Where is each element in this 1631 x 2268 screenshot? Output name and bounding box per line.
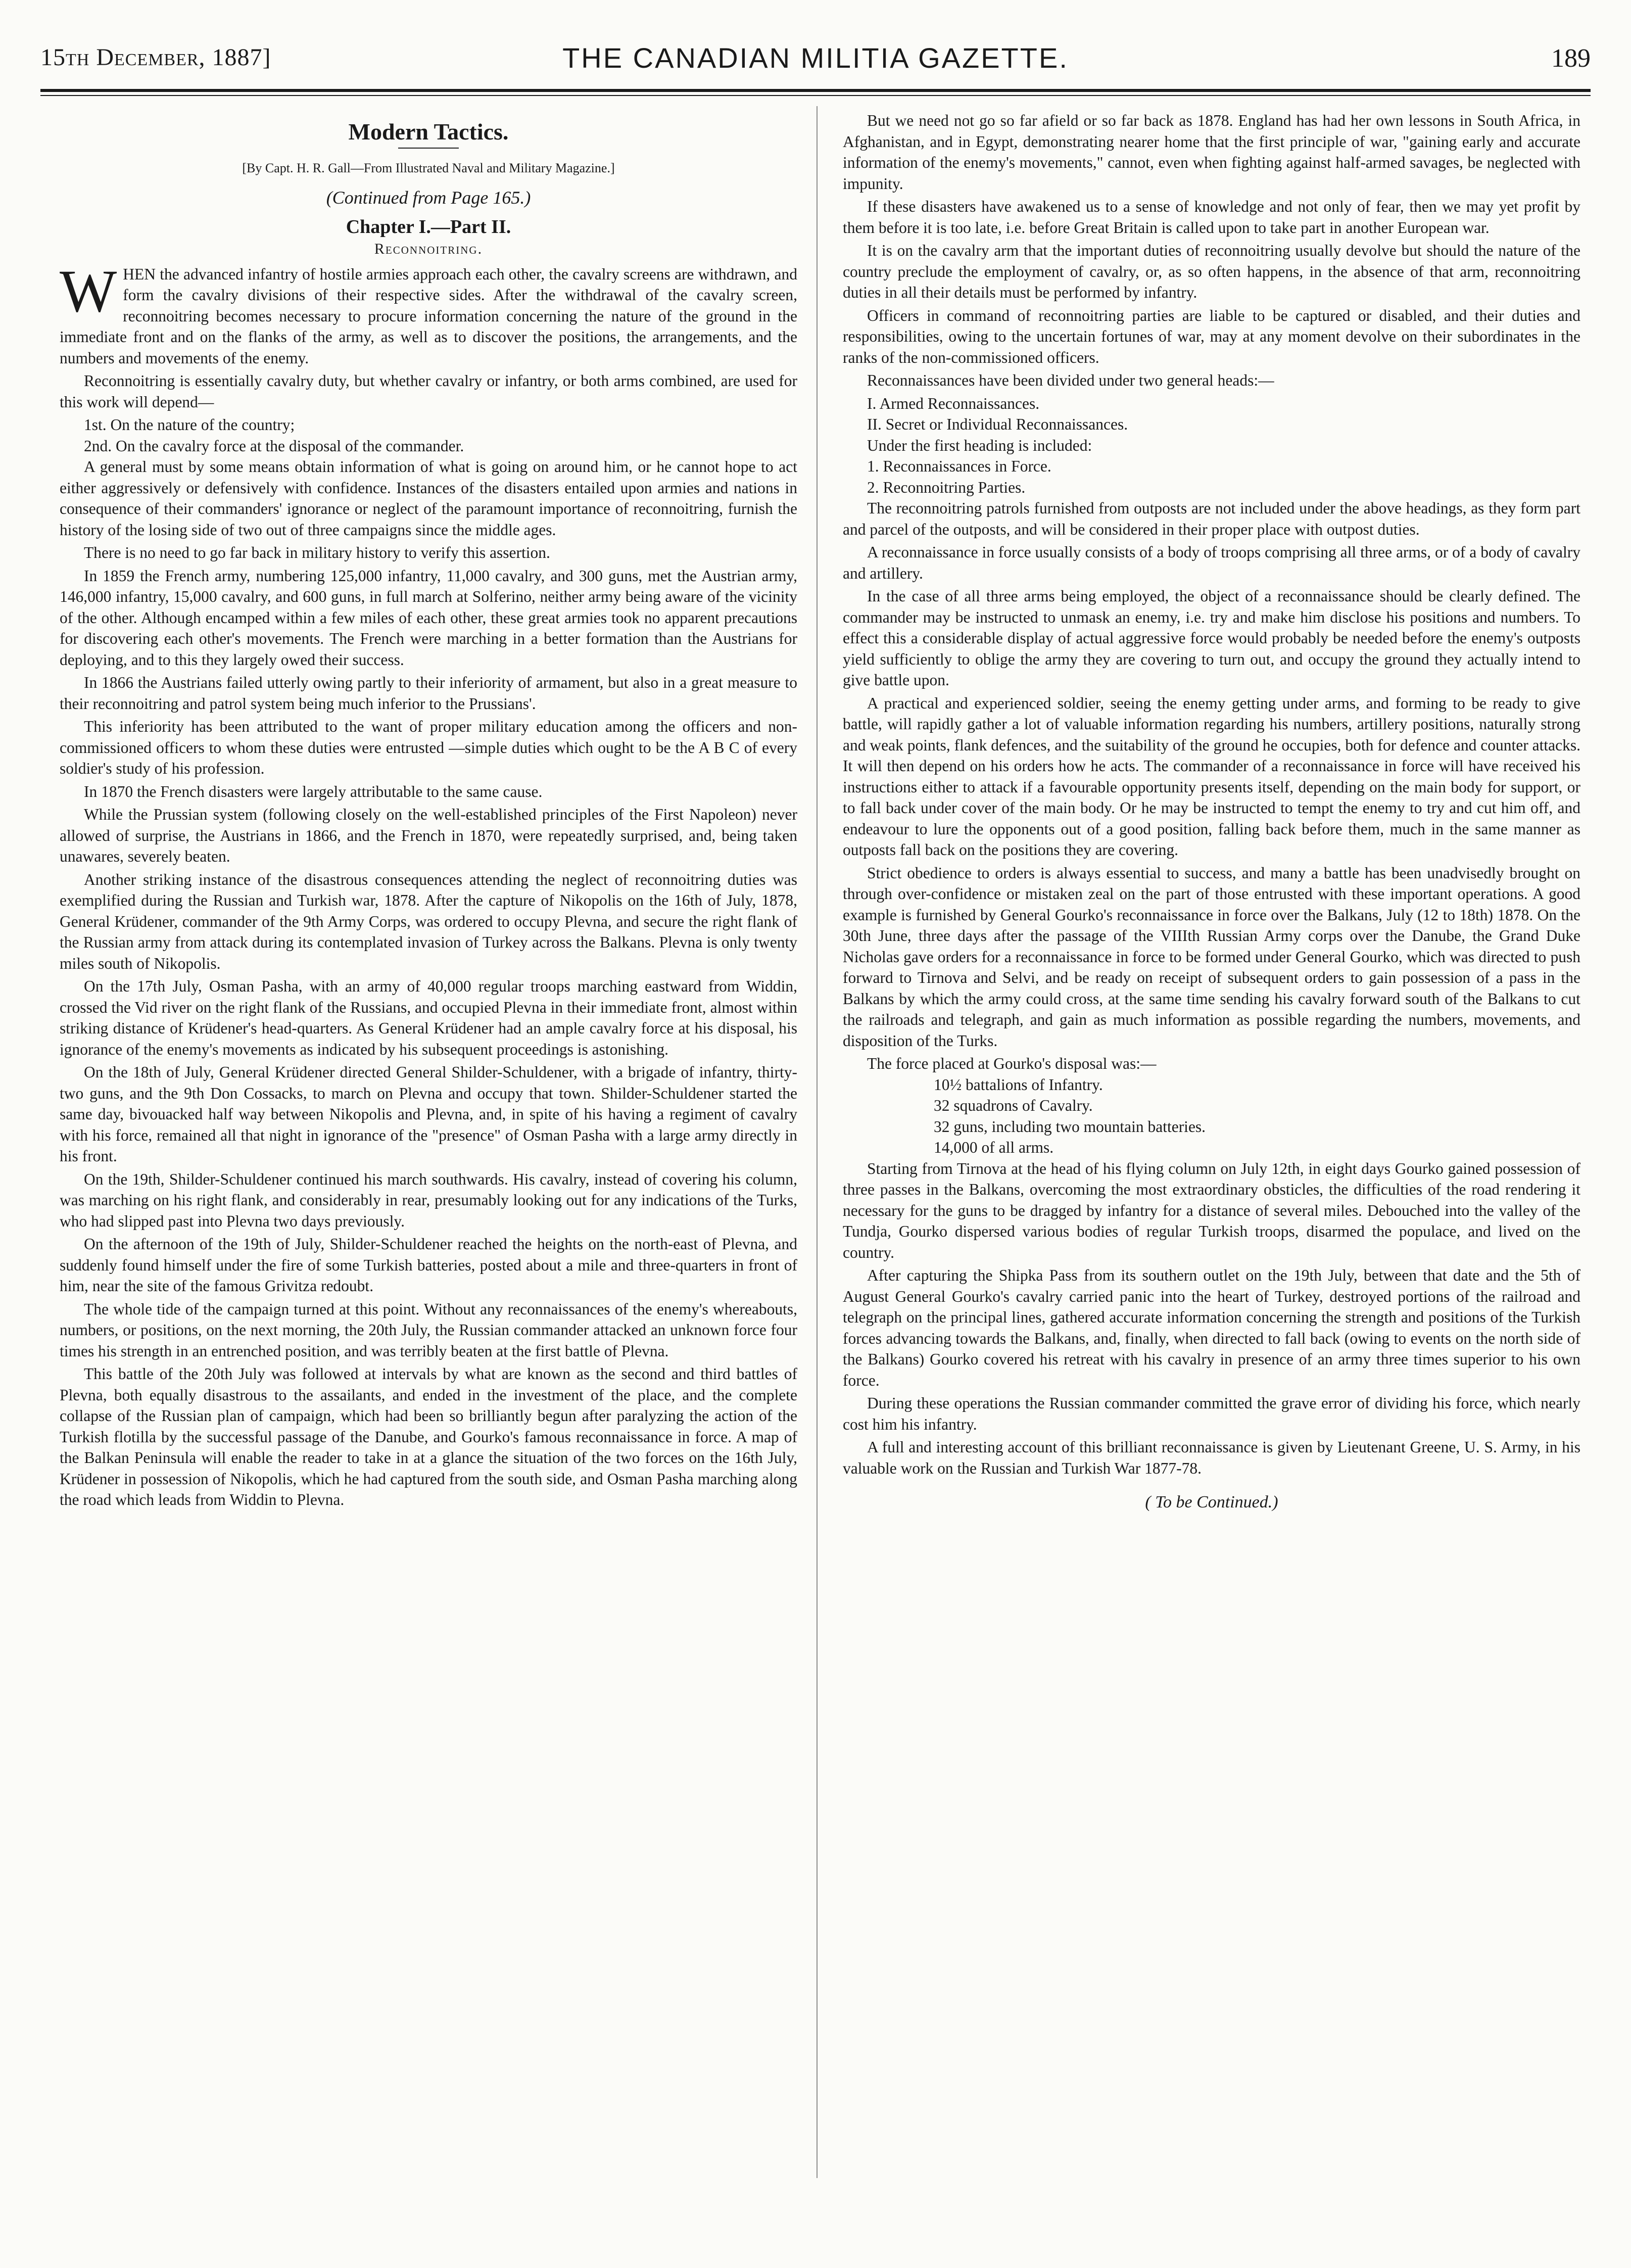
paragraph: Reconnaissances have been divided under two general heads:— — [867, 371, 1274, 389]
issue-date: 15th December, 1887] — [40, 44, 271, 71]
paragraph: On the afternoon of the 19th of July, Shilder-Schuldener reached the heights on the north-east of Plevna, and suddenly found himself under the fire of some Turkish batteries, posted about a mile and three-quarters in front of him, near the site of the famous Grivitza redoubt. — [60, 1235, 797, 1295]
paragraph: This battle of the 20th July was followed at intervals by what are known as the second and third battles of Plevna, both equally disastrous to the assailants, and ended in the investment of the place, and the complete collapse of the Russian plan of campaign, which had been so brilliantly begun after paralyzing the action of the Turkish flotilla by the successful passage of the Danube, and Gourko's famous reconnaissance in force. A map of the Balkan Peninsula will enable the reader to take in at a glance the situation of the two forces on the 16th July, Krüdener in possession of Nikopolis, which he had captured from the south side, and Osman Pasha marching along the road which leads from Widdin to Plevna. — [60, 1365, 797, 1508]
force-list-item: 14,000 of all arms. — [934, 1139, 1054, 1156]
column-divider — [817, 106, 818, 2178]
paragraph: This inferiority has been attributed to the want of proper military education among the officers and non-commissioned officers to whom these duties were entrusted —simple duties which ought to be the A B C of every soldier's study of his profession. — [60, 718, 797, 777]
publication-title: THE CANADIAN MILITIA GAZETTE. — [562, 42, 1069, 74]
paragraph: WHEN the advanced infantry of hostile armies approach each other, the cavalry screens are withdrawn, and form the cavalry divisions of their respective sides. After the withdrawal of the cavalry screen, reconnoitring becomes necessary to procure information concerning the nature of the ground in the immediate front and on the flanks of the army, as well as to discover the positions, the arrangements, and the numbers and movements of the enemy. — [60, 257, 797, 367]
paragraph: A practical and experienced soldier, seeing the enemy getting under arms, and forming to be ready to give battle, will rapidly gather a lot of valuable information regarding his numbers, artillery positions, naturally strong and weak points, flank defences, and the suitability of the ground he occupies, both for defence and counter attacks. It will then depend on his orders how he acts. The commander of a reconnaissance in force will have received his instructions either to attack if a favourable opportunity presents itself, depending on the main body for support, or to fall back under cover of the main body. Or he may be instructed to tempt the enemy to try and cut him off, and endeavour to lure the opponents out of a good position, falling back before them, much in the same manner as outposts fall back on the positions they are covering. — [843, 694, 1580, 859]
force-list-item: 32 guns, including two mountain batteries. — [934, 1117, 1206, 1136]
left-column — [60, 110, 797, 1513]
right-column — [843, 110, 1580, 1513]
to-be-continued: ( To be Continued.) — [1145, 1493, 1278, 1511]
page-number: 189 — [1551, 44, 1591, 73]
chapter-heading: Chapter I.—Part II. — [346, 216, 511, 238]
paragraph: In 1859 the French army, numbering 125,000 infantry, 11,000 cavalry, and 300 guns, met the Austrian army, 146,000 infantry, 15,000 cavalry, and 600 guns, in full march at Solferino, neither army being aware of the vicinity of the other. Although encamped within a few miles of each other, these great armies took no apparent precautions for discovering each other's movements. The French were marching in a better formation than the Austrians for deploying, and to this they largely owed their success. — [60, 566, 797, 669]
paragraph: During these operations the Russian commander committed the grave error of dividing his force, which nearly cost him his infantry. — [843, 1394, 1580, 1433]
list-item: II. Secret or Individual Reconnaissances. — [867, 415, 1128, 433]
list-item: I. Armed Reconnaissances. — [867, 394, 1040, 412]
paragraph: But we need not go so far afield or so far back as 1878. England has had her own lessons in South Africa, in Afghanistan, and in Egypt, demonstrating nearer home that the first principle of war, "gaining early and accurate information of the enemy's movements," cannot, even when fighting against half-armed savages, be neglected with impunity. — [843, 112, 1580, 193]
paragraph: While the Prussian system (following closely on the well-established principles of the First Napoleon) never allowed of surprise, the Austrians in 1866, and the French in 1870, were repeatedly surprised, and, being taken unawares, severely beaten. — [60, 806, 797, 865]
paragraph: If these disasters have awakened us to a sense of knowledge and not only of fear, then we may yet profit by them before it is too late, i.e. before Great Britain is called upon to take part in another European war. — [843, 198, 1580, 237]
paragraph: The whole tide of the campaign turned at this point. Without any reconnaissances of the enemy's whereabouts, numbers, or positions, on the next morning, the 20th July, the Russian commander attacked an unknown force four times his strength in an entrenched position, and was terribly beaten at the first battle of Plevna. — [60, 1300, 797, 1360]
paragraph: On the 19th, Shilder-Schuldener continued his march southwards. His cavalry, instead of covering his column, was marching on his right flank, and considerably in rear, presumably looking out for any indications of the Turks, who had slipped past into Plevna two days previously. — [60, 1170, 797, 1230]
paragraph: It is on the cavalry arm that the important duties of reconnoitring usually devolve but should the nature of the country preclude the employment of cavalry, or, as so often happens, in the absence of that arm, reconnoitring duties in all their details must be performed by infantry. — [843, 242, 1580, 301]
paragraph: A general must by some means obtain information of what is going on around him, or he cannot hope to act either aggressively or defensively with confidence. Instances of the disasters entailed upon armies and nations in consequence of their commanders' ignorance or neglect of the paramount importance of reconnoitring, furnish the history of the losing side of two out of three campaigns since the middle ages. — [60, 458, 797, 539]
header-rule-thin — [40, 95, 1591, 96]
list-item: 1. Reconnaissances in Force. — [867, 457, 1051, 475]
article-title: Modern Tactics. — [60, 121, 797, 149]
paragraph: In 1870 the French disasters were largely attributable to the same cause. — [84, 782, 543, 800]
paragraph: On the 18th of July, General Krüdener directed General Shilder-Schuldener, with a brigade of infantry, thirty-two guns, and the 9th Don Cossacks, to march on Plevna and occupy that town. Shilder-Schuldener started the same day, bivouacked half way between Nikopolis and Plevna, and, in spite of his having a regiment of cavalry with his force, remained all that night in ignorance of the "presence" of Osman Pasha with a large army directly in his front. — [60, 1063, 797, 1165]
paragraph: In 1866 the Austrians failed utterly owing partly to their inferiority of armament, but also in a great measure to their reconnoitring and patrol system being much inferior to the Prussians'. — [60, 674, 797, 713]
list-item: 2nd. On the cavalry force at the disposal of the commander. — [84, 437, 464, 455]
force-list-item: 32 squadrons of Cavalry. — [934, 1097, 1093, 1114]
paragraph: After capturing the Shipka Pass from its southern outlet on the 19th July, between that date and the 5th of August General Gourko's cavalry carried panic into the heart of Turkey, destroyed portions of the railroad and telegraph on the principal lines, gathered accurate information concerning the strength and positions of the Turkish forces advancing towards the Balkans, and, finally, when directed to fall back (owing to events on the north side of the Balkans) Gourko covered his retreat with his cavalry in presence of an army three times superior to his own force. — [843, 1266, 1580, 1389]
paragraph: In the case of all three arms being employed, the object of a reconnaissance should be clearly defined. The commander may be instructed to unmask an enemy, i.e. try and make him disclose his positions and numbers. To effect this a considerable display of actual aggressive force would probably be needed before the enemy's outposts yield sufficiently to oblige the army they are covering to turn out, and occupy the ground they actually intend to give battle upon. — [843, 587, 1580, 689]
page-header — [40, 43, 1591, 84]
paragraph: On the 17th July, Osman Pasha, with an army of 40,000 regular troops marching eastward from Widdin, crossed the Vid river on the right flank of the Russians, and occupied Plevna in their immediate front, almost within striking distance of Krüdener's head-quarters. As General Krüdener had an ample cavalry force at his disposal, his ignorance of the enemy's movements as indicated by his subsequent proceedings is astonishing. — [60, 977, 797, 1058]
list-item: Under the first heading is included: — [867, 436, 1092, 454]
continued-note: (Continued from Page 165.) — [326, 187, 531, 208]
paragraph: There is no need to go far back in military history to verify this assertion. — [84, 544, 550, 561]
paragraph: Strict obedience to orders is always essential to success, and many a battle has been unadvisedly brought on through over-confidence or mistaken zeal on the part of those entrusted with these important operations. A good example is furnished by General Gourko's reconnaissance in force over the Balkans, July (12 to 18th) 1878. On the 30th June, three days after the passage of the VIIIth Russian Army corps over the Danube, the Grand Duke Nicholas gave orders for a reconnaissance in force to be formed under General Gourko, which was directed to push forward to Tirnova and Selvi, and be ready on receipt of subsequent orders to gain possession of a pass in the Balkans by which the army could cross, at the same time sending his cavalry forward south of the Balkans to cut the railroads and telegraph, and gain as much information as possible regarding the numbers, movements, and disposition of the Turks. — [843, 864, 1580, 1050]
paragraph: Reconnoitring is essentially cavalry duty, but whether cavalry or infantry, or both arms combined, are used for this work will depend— — [60, 372, 797, 411]
paragraph: A reconnaissance in force usually consists of a body of troops comprising all three arms, or of a body of cavalry and artillery. — [843, 543, 1580, 582]
force-list-item: 10½ battalions of Infantry. — [934, 1075, 1103, 1094]
paragraph: A full and interesting account of this brilliant reconnaissance is given by Lieutenant Greene, U. S. Army, in his valuable work on the Russian and Turkish War 1877-78. — [843, 1438, 1580, 1477]
header-rule-thick — [40, 89, 1591, 92]
list-item: 2. Reconnoitring Parties. — [867, 478, 1026, 496]
paragraph: Officers in command of reconnoitring parties are liable to be captured or disabled, and their duties and responsibilities, owing to the uncertain fortunes of war, may at any moment devolve on their subordinates in the ranks of the non-commissioned officers. — [843, 306, 1580, 366]
paragraph: The force placed at Gourko's disposal was:— — [867, 1055, 1157, 1072]
paragraph: Another striking instance of the disastrous consequences attending the neglect of reconnoitring duties was exemplified during the Russian and Turkish war, 1878. After the capture of Nikopolis on the 16th of July, 1878, General Krüdener, commander of the 9th Army Corps, was ordered to occupy Plevna, and secure the right flank of the Russian army from attack during its contemplated invasion of Turkey across the Balkans. Plevna is only twenty miles south of Nikopolis. — [60, 870, 797, 972]
section-heading: Reconnoitring. — [374, 241, 483, 257]
list-item: 1st. On the nature of the country; — [84, 416, 295, 434]
paragraph: Starting from Tirnova at the head of his flying column on July 12th, in eight days Gourko gained possession of three passes in the Balkans, overcoming the most extraordinary obsticles, the difficulties of the road rendering it necessary for the guns to be dragged by infantry for a distance of several miles. Debouched into the valley of the Tundja, Gourko dispersed various bodies of regular Turkish troops, disarmed the populace, and lived on the country. — [843, 1159, 1580, 1261]
drop-cap: W — [60, 257, 117, 324]
article-byline: [By Capt. H. R. Gall—From Illustrated Naval and Military Magazine.] — [242, 160, 615, 175]
paragraph: The reconnoitring patrols furnished from outposts are not included under the above headings, as they form part and parcel of the outposts, and will be considered in their proper place with outpost duties. — [843, 499, 1580, 538]
